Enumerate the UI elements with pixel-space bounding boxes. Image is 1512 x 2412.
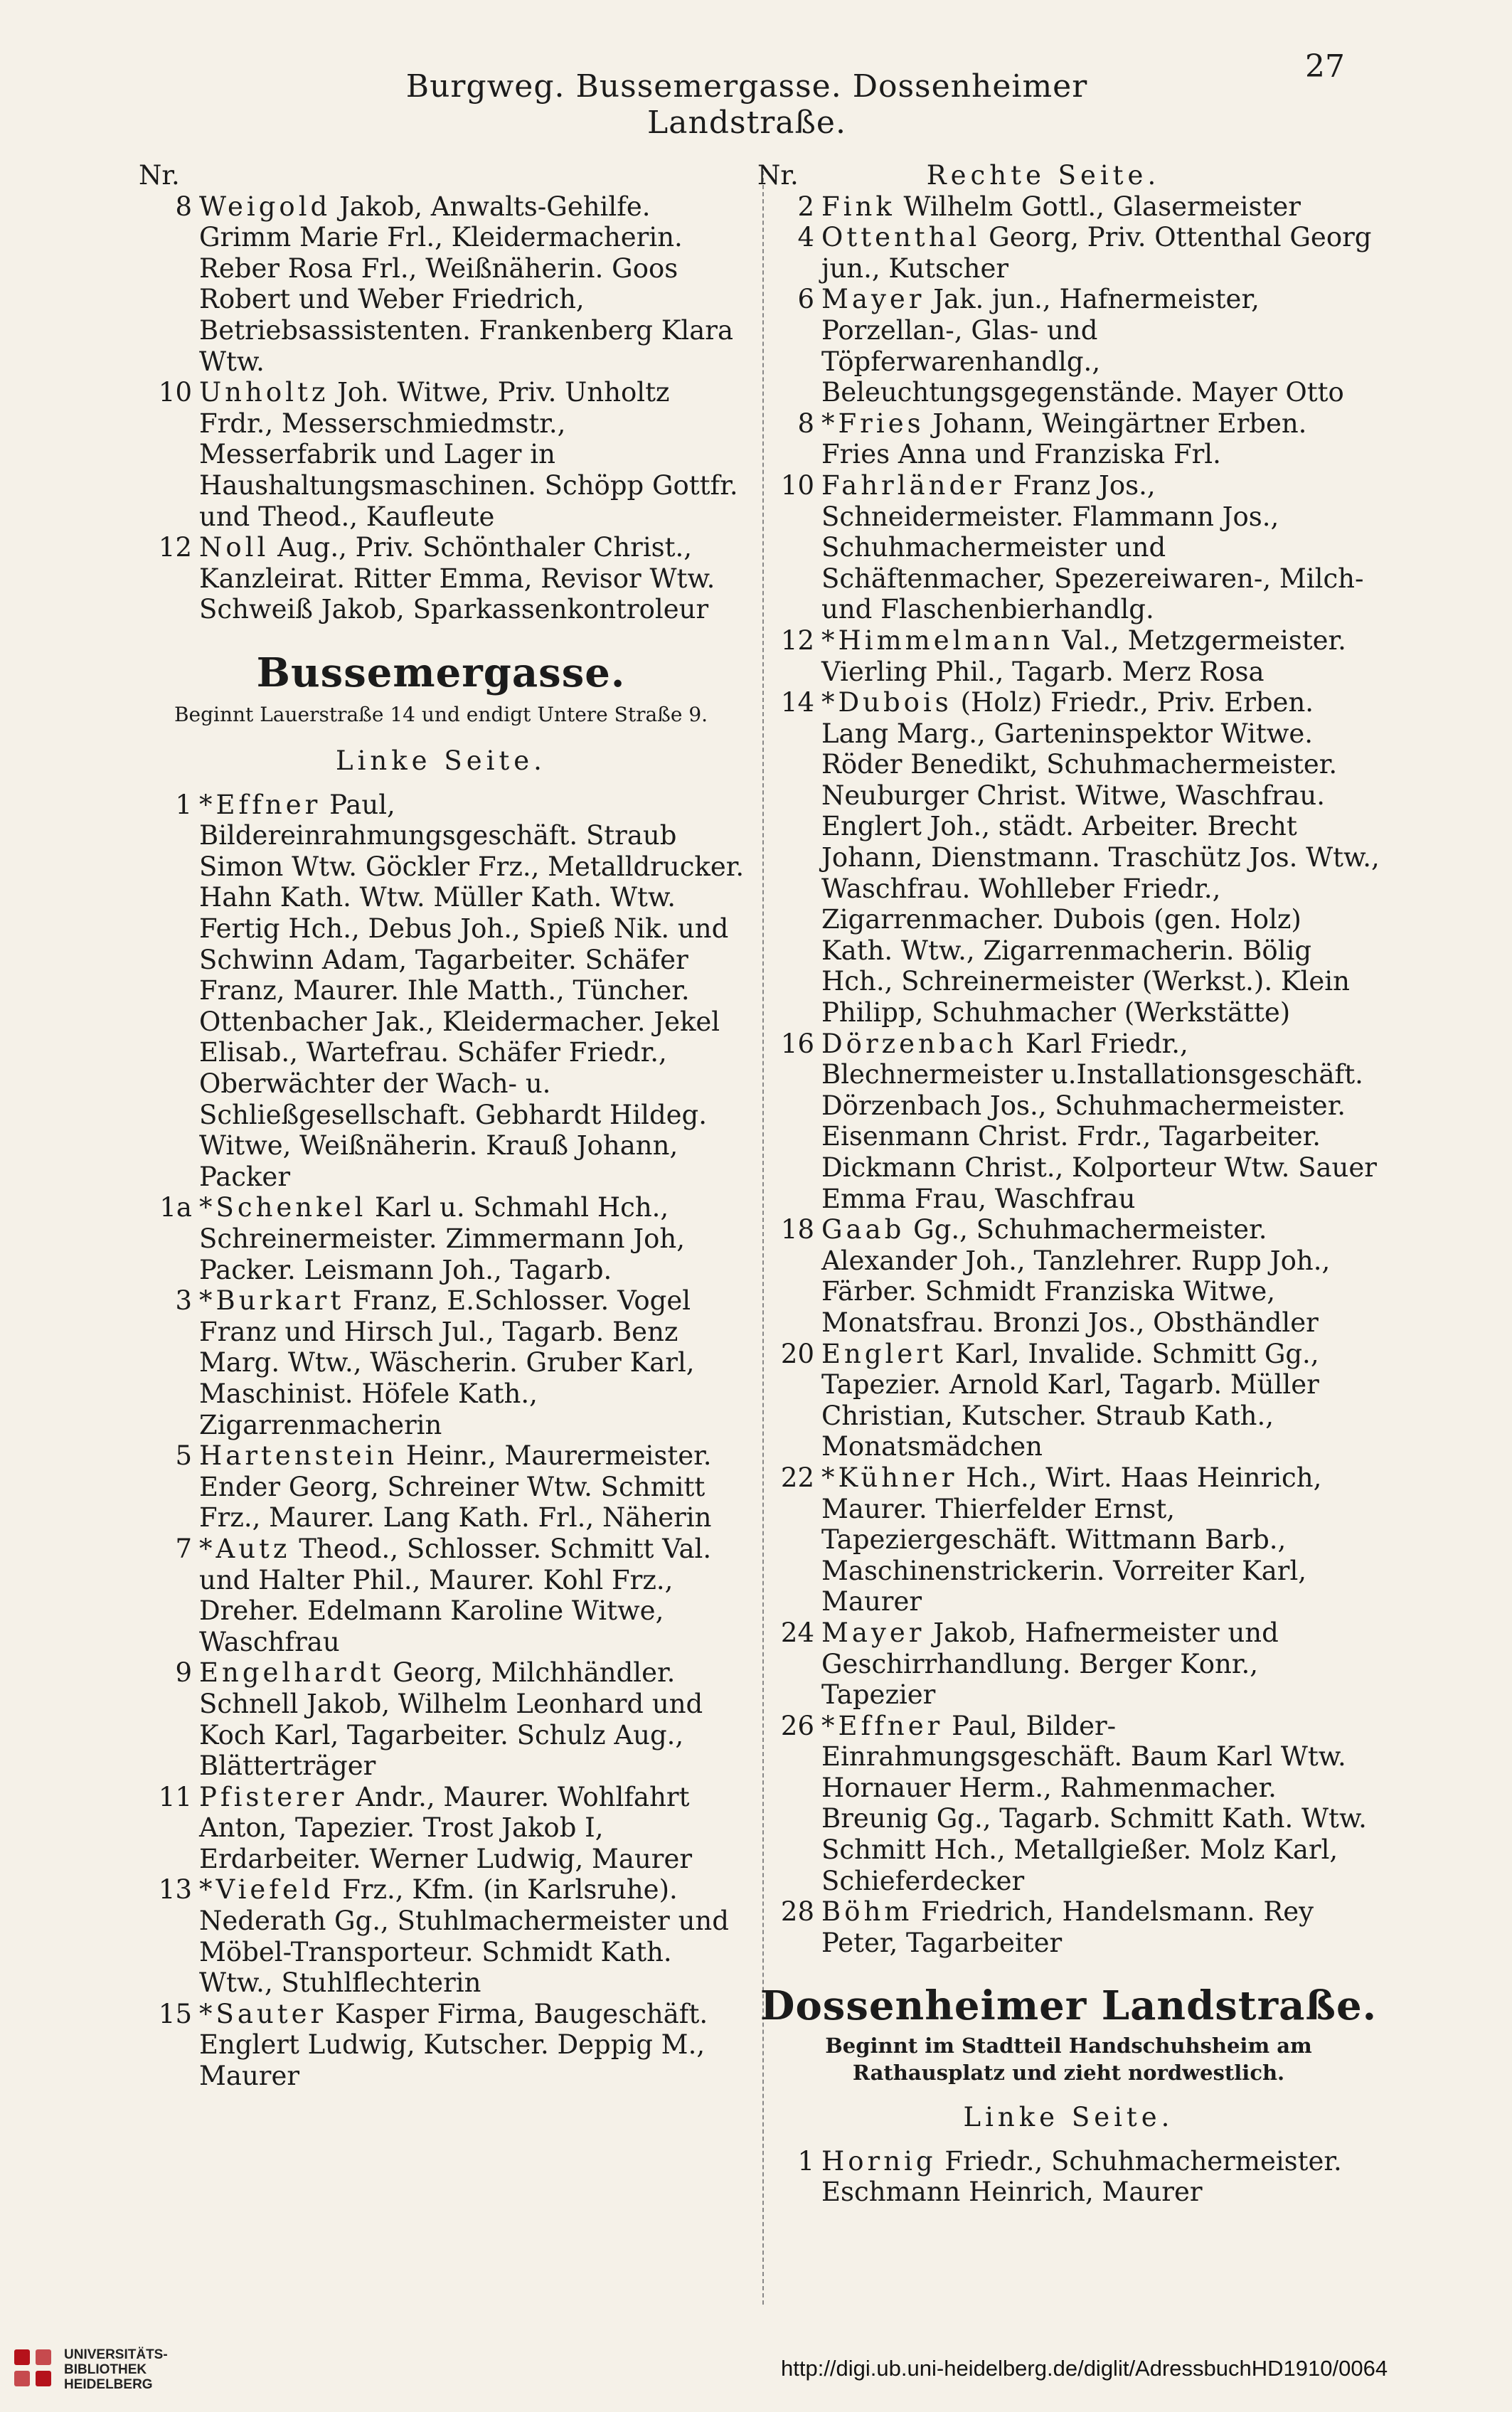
house-number: 1	[797, 2145, 814, 2177]
address-entry	[135, 1782, 747, 1875]
address-entry	[135, 1285, 747, 1440]
address-entry	[135, 377, 747, 532]
house-number: 28	[780, 1896, 814, 1928]
owner-name: Ottenthal	[821, 222, 981, 253]
house-number: 13	[158, 1874, 192, 1906]
house-number: 1	[175, 789, 192, 820]
residents-text: Franz Jos., Schneidermeister. Flammann Jos., Schuhmachermeister und Schäftenmacher, Spezereiwaren-, Milch- und Flaschenbierhandlg.	[821, 469, 1364, 625]
side-heading-left: Linke Seite.	[336, 745, 546, 777]
house-number: 10	[780, 469, 814, 501]
residents-text: Joh. Witwe, Priv. Unholtz Frdr., Messerschmiedmstr., Messerfabrik und Lager in Haushaltungsmaschinen. Schöpp Gottfr. und Theod., Kaufleute	[199, 377, 738, 532]
residents-text: Friedrich, Handelsmann. Rey Peter, Tagarbeiter	[821, 1896, 1314, 1958]
address-entry	[757, 2146, 1380, 2208]
residents-text: Wilhelm Gottl., Glasermeister	[903, 191, 1301, 222]
left-column	[135, 160, 747, 2092]
house-number: 7	[175, 1533, 192, 1564]
house-number: 8	[797, 408, 814, 439]
house-number: 18	[780, 1214, 814, 1245]
owner-name: Pfisterer	[199, 1781, 348, 1812]
street-title-dossenheimer: Dossenheimer Landstraße.	[760, 1982, 1378, 2030]
residents-text: Jakob, Hafnermeister und Geschirrhandlung. Berger Konr., Tapezier	[821, 1617, 1279, 1711]
owner-name: *Dubois	[821, 687, 952, 718]
address-entry	[135, 1192, 747, 1285]
owner-name: Weigold	[199, 191, 331, 222]
owner-name: Hartenstein	[199, 1440, 398, 1472]
owner-name: Mayer	[821, 1617, 925, 1648]
street-note: Beginnt Lauerstraße 14 und endigt Untere Straße 9.	[174, 702, 708, 726]
residents-text: Hch., Wirt. Haas Heinrich, Maurer. Thierfelder Ernst, Tapeziergeschäft. Wittmann Barb., Maschinenstrickerin. Vorreiter Karl, Maurer	[821, 1462, 1322, 1617]
owner-name: Gaab	[821, 1214, 905, 1245]
residents-text: Heinr., Maurermeister. Ender Georg, Schreiner Wtw. Schmitt Frz., Maurer. Lang Kath. Frl., Näherin	[199, 1440, 712, 1534]
address-entry	[757, 1214, 1380, 1338]
nr-label: Nr.	[757, 160, 799, 191]
address-entry	[135, 1657, 747, 1781]
owner-name: Fahrländer	[821, 469, 1005, 501]
address-entry	[135, 1999, 747, 2092]
address-entry	[757, 222, 1380, 284]
house-number: 9	[175, 1657, 192, 1689]
address-entry	[757, 1617, 1380, 1711]
owner-name: *Kühner	[821, 1462, 958, 1493]
residents-text: Johann, Weingärtner Erben. Fries Anna und Franziska Frl.	[821, 408, 1307, 470]
owner-name: Hornig	[821, 2145, 937, 2177]
library-logo-text: UNIVERSITÄTS- BIBLIOTHEK HEIDELBERG	[64, 2347, 168, 2392]
owner-name: *Effner	[199, 789, 321, 820]
left-top-entries	[135, 191, 747, 625]
address-entry	[757, 687, 1380, 1029]
residents-text: Paul, Bilder-Einrahmungsgeschäft. Baum Karl Wtw. Hornauer Herm., Rahmenmacher. Breunig Gg., Tagarb. Schmitt Kath. Wtw. Schmitt Hch., Metallgießer. Molz Karl, Schieferdecker	[821, 1710, 1367, 1896]
residents-text: Andr., Maurer. Wohlfahrt Anton, Tapezier. Trost Jakob I, Erdarbeiter. Werner Ludwig, Maurer	[199, 1781, 693, 1874]
address-entry	[757, 625, 1380, 687]
residents-text: Karl, Invalide. Schmitt Gg., Tapezier. Arnold Karl, Tagarb. Müller Christian, Kutscher. Straub Kath., Monatsmädchen	[821, 1338, 1319, 1462]
house-number: 16	[780, 1028, 814, 1059]
address-entry	[757, 1029, 1380, 1215]
address-entry	[757, 191, 1380, 223]
residents-text: Karl Friedr., Blechnermeister u.Installationsgeschäft. Dörzenbach Jos., Schuhmachermeister. Eisenmann Christ. Frdr., Tagarbeiter. Dickmann Christ., Kolporteur Wtw. Sauer Emma Frau, Waschfrau	[821, 1028, 1377, 1214]
residents-text: Val., Metzgermeister. Vierling Phil., Tagarb. Merz Rosa	[821, 625, 1346, 687]
nr-label: Nr.	[139, 160, 180, 191]
house-number: 12	[158, 532, 192, 563]
owner-name: Unholtz	[199, 377, 329, 408]
library-logo	[14, 2347, 168, 2392]
house-number: 5	[175, 1440, 192, 1472]
owner-name: *Sauter	[199, 1998, 327, 2029]
house-number: 2	[797, 191, 814, 222]
house-number: 26	[780, 1710, 814, 1741]
house-number: 22	[780, 1462, 814, 1493]
house-number: 12	[780, 625, 814, 656]
owner-name: Noll	[199, 532, 270, 563]
owner-name: Engelhardt	[199, 1657, 385, 1689]
house-number: 14	[780, 687, 814, 718]
house-number: 20	[780, 1338, 814, 1369]
residents-text: Franz, E.Schlosser. Vogel Franz und Hirsch Jul., Tagarb. Benz Marg. Wtw., Wäscherin. Gruber Karl, Maschinist. Höfele Kath., Zigarrenmacherin	[199, 1285, 695, 1440]
right-entries-2	[757, 2146, 1380, 2208]
address-entry	[757, 470, 1380, 625]
address-entry	[757, 284, 1380, 408]
house-number: 1a	[159, 1192, 192, 1223]
house-number: 6	[797, 284, 814, 315]
street-note: Beginnt im Stadtteil Handschuhsheim am Rathausplatz und zieht nordwestlich.	[825, 2034, 1312, 2086]
source-url[interactable]: http://digi.ub.uni-heidelberg.de/diglit/AdressbuchHD1910/0064	[781, 2356, 1388, 2381]
house-number: 15	[158, 1998, 192, 2029]
running-head: Burgweg. Bussemergasse. Dossenheimer Landstraße.	[405, 68, 1088, 141]
street-title-bussemergasse: Bussemergasse.	[256, 649, 626, 696]
owner-name: *Viefeld	[199, 1874, 334, 1906]
house-number: 4	[797, 222, 814, 253]
address-entry	[135, 1534, 747, 1657]
house-number: 3	[175, 1285, 192, 1317]
address-entry	[757, 1462, 1380, 1617]
page-number: 27	[1305, 48, 1345, 85]
residents-text: Gg., Schuhmachermeister. Alexander Joh., Tanzlehrer. Rupp Joh., Färber. Schmidt Franziska Witwe, Monatsfrau. Bronzi Jos., Obsthändler	[821, 1214, 1331, 1338]
house-number: 10	[158, 377, 192, 408]
owner-name: *Effner	[821, 1710, 944, 1741]
right-column	[757, 160, 1380, 2208]
residents-text: Karl u. Schmahl Hch., Schreinermeister. Zimmermann Joh, Packer. Leismann Joh., Tagarb.	[199, 1192, 686, 1285]
library-logo-icon	[14, 2349, 55, 2391]
side-heading-right: Rechte Seite.	[926, 160, 1161, 191]
residents-text: Frz., Kfm. (in Karlsruhe). Nederath Gg., Stuhlmachermeister und Möbel-Transporteur. Schmidt Kath. Wtw., Stuhlflechterin	[199, 1874, 729, 1999]
house-number: 24	[780, 1617, 814, 1648]
residents-text: Georg, Milchhändler. Schnell Jakob, Wilhelm Leonhard und Koch Karl, Tagarbeiter. Schulz Aug., Blätterträger	[199, 1657, 703, 1782]
address-entry	[757, 1896, 1380, 1958]
residents-text: Georg, Priv. Ottenthal Georg jun., Kutscher	[821, 222, 1372, 284]
side-heading-left: Linke Seite.	[963, 2102, 1174, 2133]
owner-name: *Fries	[821, 408, 925, 439]
left-entries	[135, 790, 747, 2092]
owner-name: *Schenkel	[199, 1192, 367, 1223]
residents-text: Aug., Priv. Schönthaler Christ., Kanzleirat. Ritter Emma, Revisor Wtw. Schweiß Jakob, Sparkassenkontroleur	[199, 532, 715, 625]
owner-name: Dörzenbach	[821, 1028, 1018, 1059]
address-entry	[135, 191, 747, 378]
address-entry	[135, 1874, 747, 1998]
residents-text: (Holz) Friedr., Priv. Erben. Lang Marg., Garteninspektor Witwe. Röder Benedikt, Schuhmachermeister. Neuburger Christ. Witwe, Waschfrau. Englert Joh., städt. Arbeiter. Brecht Johann, Dienstmann. Traschütz Jos. Wtw., Waschfrau. Wohlleber Friedr., Zigarrenmacher. Dubois (gen. Holz) Kath. Wtw., Zigarrenmacherin. Bölig Hch., Schreinermeister (Werkst.). Klein Philipp, Schuhmacher (Werkstätte)	[821, 687, 1380, 1029]
right-column-header	[757, 160, 1380, 191]
residents-text: Kasper Firma, Baugeschäft. Englert Ludwig, Kutscher. Deppig M., Maurer	[199, 1998, 708, 2092]
owner-name: Fink	[821, 191, 895, 222]
address-entry	[757, 408, 1380, 470]
residents-text: Jakob, Anwalts-Gehilfe. Grimm Marie Frl., Kleidermacherin. Reber Rosa Frl., Weißnäherin. Goos Robert und Weber Friedrich, Betriebsassistenten. Frankenberg Klara Wtw.	[199, 191, 734, 377]
owner-name: Böhm	[821, 1896, 913, 1928]
address-entry	[135, 1440, 747, 1534]
house-number: 11	[158, 1781, 192, 1812]
owner-name: *Himmelmann	[821, 625, 1054, 656]
right-entries	[757, 191, 1380, 1959]
house-number: 8	[175, 191, 192, 222]
address-entry	[757, 1711, 1380, 1897]
owner-name: Englert	[821, 1338, 947, 1369]
residents-text: Friedr., Schuhmachermeister. Eschmann Heinrich, Maurer	[821, 2145, 1342, 2208]
residents-text: Theod., Schlosser. Schmitt Val. und Halter Phil., Maurer. Kohl Frz., Dreher. Edelmann Karoline Witwe, Waschfrau	[199, 1533, 712, 1657]
address-entry	[135, 532, 747, 625]
owner-name: Mayer	[821, 284, 925, 315]
address-entry	[135, 790, 747, 1193]
owner-name: *Burkart	[199, 1285, 345, 1317]
residents-text: Paul, Bildereinrahmungsgeschäft. Straub Simon Wtw. Göckler Frz., Metalldrucker. Hahn Kath. Wtw. Müller Kath. Wtw. Fertig Hch., Debus Joh., Spieß Nik. und Schwinn Adam, Tagarbeiter. Schäfer Franz, Maurer. Ihle Matth., Tüncher. Ottenbacher Jak., Kleidermacher. Jekel Elisab., Wartefrau. Schäfer Friedr., Oberwächter der Wach- u. Schließgesellschaft. Gebhardt Hildeg. Witwe, Weißnäherin. Krauß Johann, Packer	[199, 789, 745, 1192]
address-entry	[757, 1339, 1380, 1462]
owner-name: *Autz	[199, 1533, 291, 1564]
residents-text: Jak. jun., Hafnermeister, Porzellan-, Glas- und Töpferwarenhandlg., Beleuchtungsgegenstände. Mayer Otto	[821, 284, 1344, 408]
